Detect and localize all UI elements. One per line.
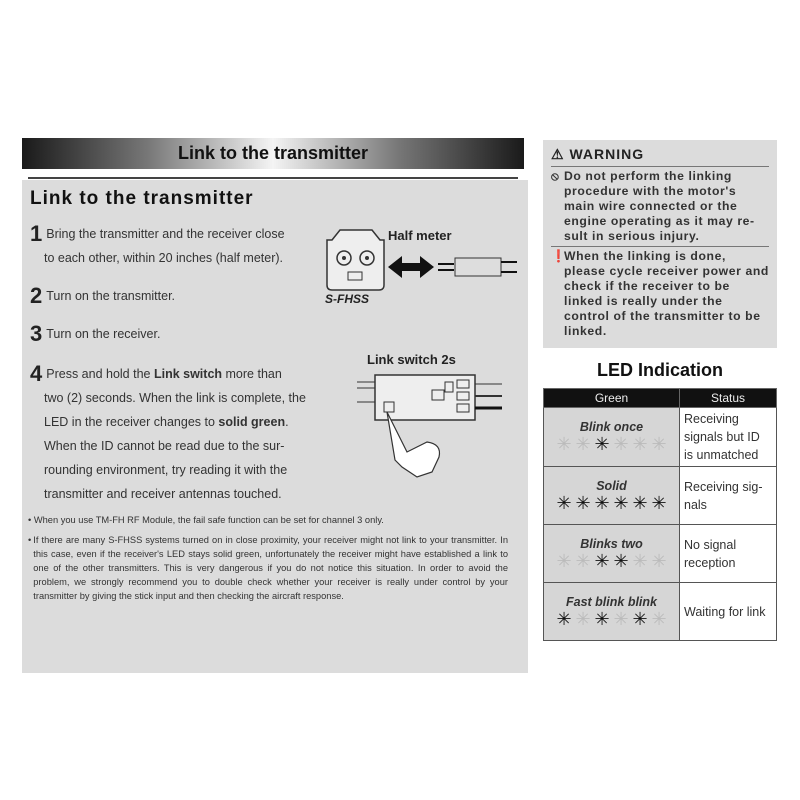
led-sequence [544,493,679,513]
warning-text: Do not perform the linking procedure with the motor's main wire connected or the engine operating as it may re-sult in serious injury. [564,169,755,243]
warning-text: When the linking is done, please cycle receiver power and check if the receiver to be linked is really under the control of the transmitter to be linked. [564,249,769,338]
note-text: If there are many S-FHSS systems turned on in close proximity, your receiver might not link to your transmitter. In this case, even if the receiver's LED stays solid green, unfortunately the receiver might have established a link to one of the other transmitters. This is very dangerous if you do not notice this situation. In order to avoid the problem, we strongly recommend you to double check whether your receiver is really under control by your transmitter by giving the stick input and then checking the aircraft response. [33,535,508,601]
led-on-icon: ✳ [575,492,591,513]
step-text: When the ID cannot be read due to the sur- [44,439,285,453]
step-text: transmitter and receiver antennas touched. [44,487,282,501]
step-number: 2 [30,283,43,308]
warning-item [551,167,769,246]
note-failsafe: • When you use TM-FH RF Module, the fail safe function can be set for channel 3 only. [28,515,384,525]
divider [28,177,518,179]
led-on-icon: ✳ [556,492,572,513]
led-status: Receiving signals but ID is unmatched [680,408,777,467]
header-green: Green [544,389,680,408]
led-off-icon: ✳ [556,434,572,454]
warning-box [543,140,777,348]
led-sequence [544,609,679,629]
led-status: No signal reception [680,525,777,583]
led-on-icon: ✳ [594,492,610,513]
led-on-icon: ✳ [632,492,648,513]
step-3 [30,322,160,346]
instructions-panel [22,180,528,673]
exclamation-icon: ❗ [551,249,567,263]
step-4 [30,362,306,506]
led-on-icon: ✳ [594,608,610,629]
solid-green-label: solid green [218,415,286,429]
pattern-name: Blinks two [580,536,643,551]
receiver-link-switch-illustration [357,372,507,487]
led-indication-table [543,388,777,641]
step-text: LED in the receiver changes to [44,415,219,429]
led-indication-title: LED Indication [597,360,723,380]
step-2 [30,284,175,308]
hand-icon [387,412,440,477]
led-off-icon: ✳ [632,434,648,454]
warning-title [551,146,769,167]
led-status: Receiving sig-nals [680,467,777,525]
step-text: . [285,415,289,429]
led-row [544,408,777,467]
step-number: 3 [30,321,43,346]
led-row [544,583,777,641]
led-off-icon: ✳ [651,550,667,571]
led-pattern-cell [544,467,680,525]
led-on-icon: ✳ [594,434,610,454]
double-arrow-icon [388,256,434,278]
step-1 [30,222,285,270]
led-off-icon: ✳ [575,608,591,629]
note-text: When you use TM-FH RF Module, the fail safe function can be set for channel 3 only. [33,515,384,525]
led-off-icon: ✳ [556,550,572,571]
led-sequence [544,551,679,571]
led-off-icon: ✳ [575,434,591,454]
warning-title-text: WARNING [569,146,645,162]
led-row [544,525,777,583]
step-text: two (2) seconds. When the link is complete, the [44,391,306,405]
led-off-icon: ✳ [632,550,648,571]
led-row [544,467,777,525]
led-off-icon: ✳ [575,550,591,571]
step-number: 4 [30,361,43,386]
step-text: Turn on the receiver. [46,327,161,341]
receiver-icon [455,258,501,276]
step-text: more than [222,367,282,381]
led-pattern-cell [544,525,680,583]
step-text: to each other, within 20 inches (half meter). [44,251,284,265]
led-on-icon: ✳ [556,608,572,629]
step-number: 1 [30,221,43,246]
pattern-name: Fast blink blink [566,594,657,609]
led-off-icon: ✳ [651,608,667,629]
led-pattern-cell [544,408,680,467]
transmitter-icon [327,230,384,290]
warning-item [551,246,769,341]
led-on-icon: ✳ [613,550,629,571]
led-on-icon: ✳ [651,492,667,513]
pattern-name: Blink once [579,420,644,434]
pattern-name: Solid [596,478,627,493]
led-off-icon: ✳ [651,434,667,454]
half-meter-label: Half meter [388,228,452,243]
banner-title: Link to the transmitter [22,138,524,169]
sfhss-label: S-FHSS [325,292,370,306]
step-text: rounding environment, try reading it with the [44,463,288,477]
note-multiple-systems: • If there are many S-FHSS systems turned on in close proximity, your receiver might not link to your transmitter. In this case, even if the receiver's LED stays solid green, unfortunately the receiver might have established a link to one of the other transmitters. This is very dangerous if you do not notice this situation. In order to avoid the problem, we strongly recommend you to double check whether your receiver is really under control by your transmitter by giving the stick input and then checking the aircraft response. [28,535,508,601]
section-title: Link to the transmitter [30,188,254,209]
led-pattern-cell [544,583,680,641]
led-status: Waiting for link [680,583,777,641]
step-text: Turn on the transmitter. [46,289,176,303]
header-status: Status [680,389,777,408]
warning-triangle-icon: ⚠ [551,146,565,162]
link-switch-label: Link switch [153,367,223,381]
prohibited-icon: ⦸ [551,169,560,183]
led-off-icon: ✳ [613,434,629,454]
step-text: Press and hold the [46,367,154,381]
led-on-icon: ✳ [613,492,629,513]
led-on-icon: ✳ [632,608,648,629]
link-switch-label: Link switch 2s [367,352,456,367]
led-sequence [544,434,679,454]
led-off-icon: ✳ [613,608,629,629]
step-text: Bring the transmitter and the receiver close [46,227,285,241]
led-on-icon: ✳ [594,550,610,571]
